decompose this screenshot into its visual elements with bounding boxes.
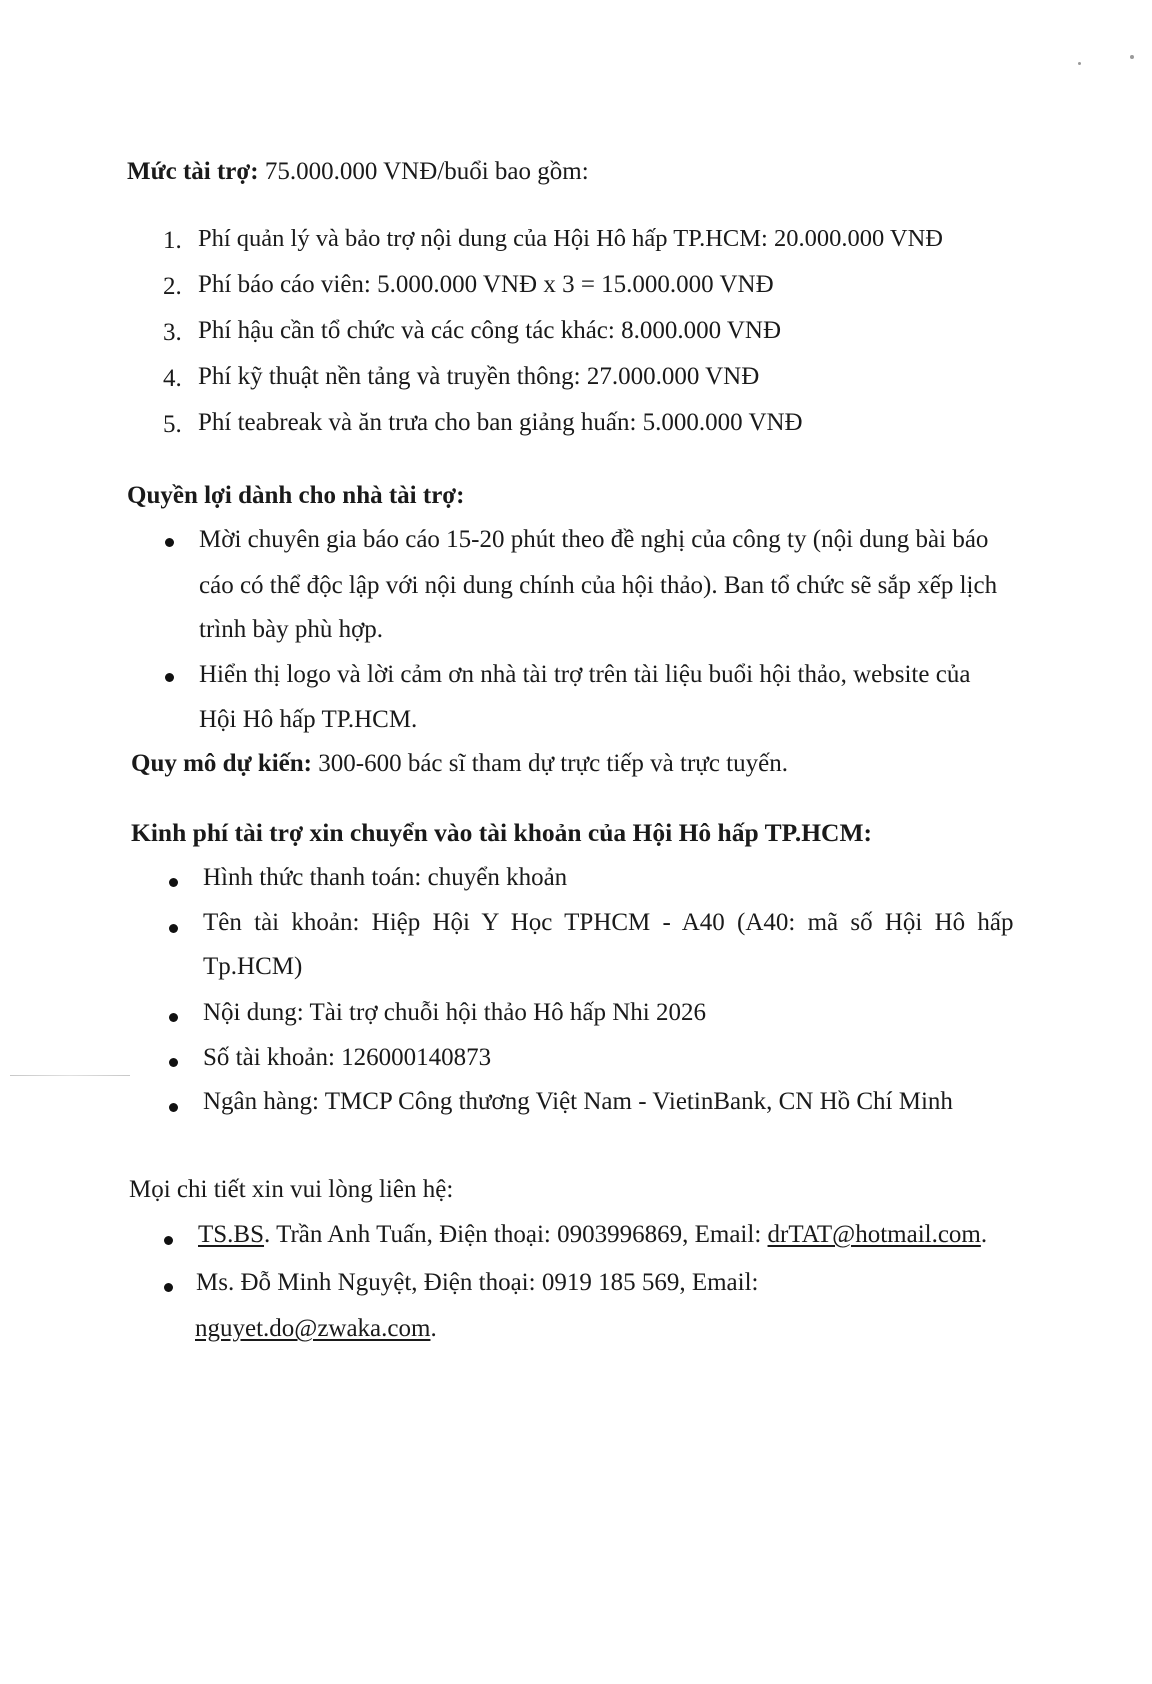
- payment-account-number: Số tài khoản: 126000140873: [203, 1044, 492, 1071]
- benefit-item-line: Hội Hô hấp TP.HCM.: [199, 706, 418, 733]
- bullet-icon: [164, 1283, 173, 1292]
- payment-bank: Ngân hàng: TMCP Công thương Việt Nam - VietinBank, CN Hồ Chí Minh: [203, 1088, 953, 1115]
- contact-person-2: Ms. Đỗ Minh Nguyệt, Điện thoại: 0919 185 569, Email:: [196, 1269, 759, 1296]
- contact-title: TS.BS: [198, 1221, 265, 1248]
- list-item-number: 3.: [163, 319, 182, 346]
- payment-account-name-cont: Tp.HCM): [203, 953, 303, 980]
- scan-line-artifact: [10, 1075, 130, 1076]
- scale-value: 300-600 bác sĩ tham dự trực tiếp và trực tuyến.: [312, 750, 788, 777]
- bullet-icon: [169, 1103, 178, 1112]
- scale-label: Quy mô dự kiến:: [131, 750, 313, 777]
- scan-speck: [1078, 62, 1081, 65]
- list-item-number: 4.: [163, 365, 182, 392]
- contact-person-1: [198, 1220, 987, 1250]
- bullet-icon: [169, 924, 178, 933]
- payment-method: Hình thức thanh toán: chuyển khoản: [203, 864, 568, 891]
- contact-person-2-email-line: [195, 1314, 437, 1344]
- sponsorship-value: 75.000.000 VNĐ/buổi bao gồm:: [258, 158, 589, 185]
- list-item-number: 5.: [163, 411, 182, 438]
- list-item: Phí hậu cần tổ chức và các công tác khác: 8.000.000 VNĐ: [198, 317, 782, 344]
- bullet-icon: [165, 673, 174, 682]
- scan-speck: [1130, 55, 1134, 59]
- bullet-icon: [169, 878, 178, 887]
- bullet-icon: [169, 1013, 178, 1022]
- contact-email-link[interactable]: drTAT@hotmail.com: [767, 1221, 981, 1248]
- benefit-item-line: Hiển thị logo và lời cảm ơn nhà tài trợ trên tài liệu buổi hội thảo, website của: [199, 661, 971, 688]
- sponsorship-heading: [127, 157, 589, 187]
- benefits-heading: Quyền lợi dành cho nhà tài trợ:: [127, 482, 465, 509]
- list-item-number: 2.: [163, 273, 182, 300]
- payment-content: Nội dung: Tài trợ chuỗi hội thảo Hô hấp Nhi 2026: [203, 999, 706, 1026]
- contact-person-1-details: . Trần Anh Tuấn, Điện thoại: 0903996869, Email:: [264, 1221, 768, 1248]
- list-item: Phí kỹ thuật nền tảng và truyền thông: 27.000.000 VNĐ: [198, 363, 760, 390]
- contact-heading: Mọi chi tiết xin vui lòng liên hệ:: [129, 1176, 454, 1203]
- benefit-item-line: trình bày phù hợp.: [199, 616, 384, 643]
- bullet-icon: [165, 538, 174, 547]
- payment-account-name: Tên tài khoản: Hiệp Hội Y Học TPHCM - A40 (A40: mã số Hội Hô hấp: [203, 909, 1014, 936]
- benefit-item-line: Mời chuyên gia báo cáo 15-20 phút theo đề nghị của công ty (nội dung bài báo: [199, 526, 989, 553]
- bullet-icon: [164, 1236, 173, 1245]
- benefit-item-line: cáo có thể độc lập với nội dung chính của hội thảo). Ban tổ chức sẽ sắp xếp lịch: [199, 572, 998, 599]
- contact-person-1-end: .: [980, 1221, 988, 1248]
- bullet-icon: [169, 1058, 178, 1067]
- list-item-number: 1.: [163, 227, 182, 254]
- list-item: Phí báo cáo viên: 5.000.000 VNĐ x 3 = 15.000.000 VNĐ: [198, 271, 774, 298]
- scale-line: [131, 749, 788, 779]
- list-item: Phí quản lý và bảo trợ nội dung của Hội Hô hấp TP.HCM: 20.000.000 VNĐ: [198, 225, 943, 252]
- contact-email-link[interactable]: nguyet.do@zwaka.com: [195, 1315, 431, 1342]
- contact-person-2-end: .: [430, 1315, 437, 1342]
- payment-heading: Kinh phí tài trợ xin chuyển vào tài khoản của Hội Hô hấp TP.HCM:: [131, 818, 873, 847]
- sponsorship-label: Mức tài trợ:: [127, 158, 259, 185]
- list-item: Phí teabreak và ăn trưa cho ban giảng huấn: 5.000.000 VNĐ: [198, 409, 803, 436]
